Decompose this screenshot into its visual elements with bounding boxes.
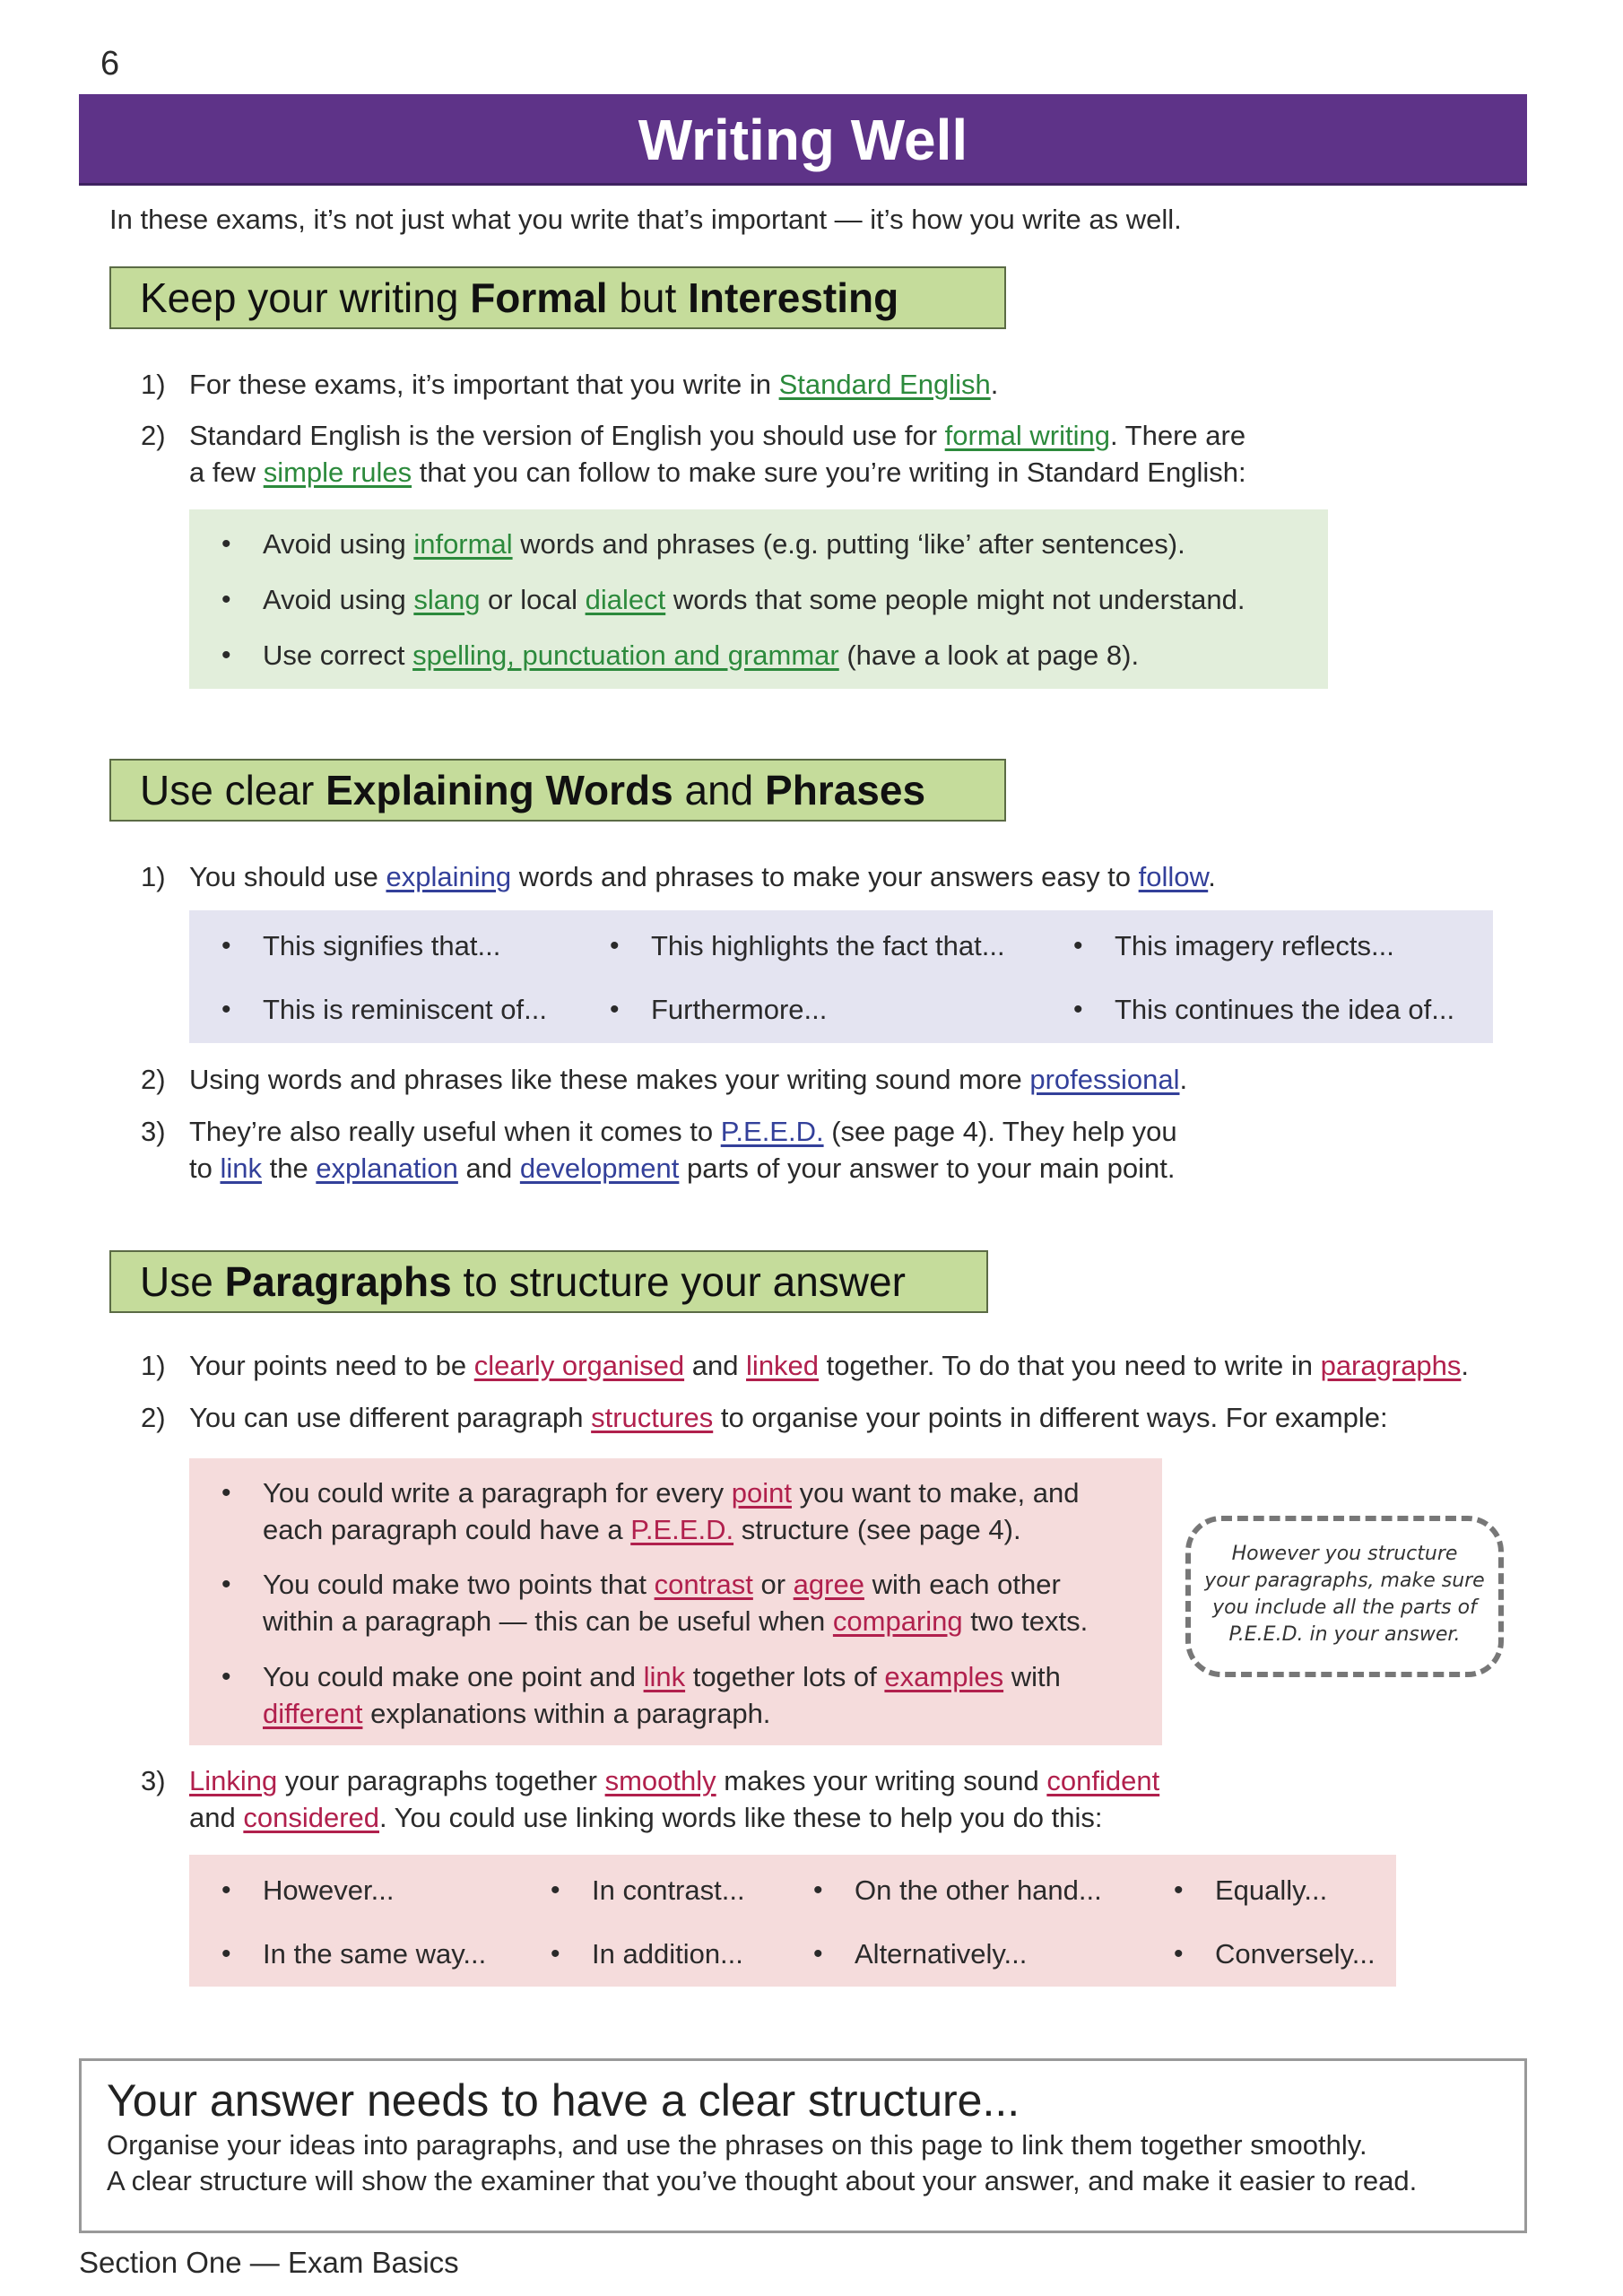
phrase: • This is reminiscent of... — [263, 991, 547, 1028]
text-segment: words and phrases to make your answers easy to — [511, 861, 1139, 892]
text-segment: They’re also really useful when it comes to — [189, 1116, 721, 1147]
text-segment: Your points need to be — [189, 1350, 474, 1381]
keyword-link[interactable]: examples — [884, 1661, 1004, 1692]
item-text — [189, 1347, 1469, 1384]
text-segment: a few — [189, 457, 264, 488]
text-segment: and — [457, 1152, 520, 1184]
linking-word: • In the same way... — [263, 1935, 486, 1972]
item-text — [189, 366, 998, 403]
item-number: 1) — [141, 861, 166, 892]
section-heading-paragraphs — [109, 1250, 988, 1313]
section-heading-formal — [109, 266, 1006, 329]
text-segment: words that some people might not understand. — [665, 584, 1245, 615]
keyword-link[interactable]: explanation — [316, 1152, 458, 1184]
keyword-link[interactable]: smoothly — [604, 1765, 716, 1796]
item-text — [189, 1113, 1177, 1187]
text-segment: . — [990, 369, 999, 400]
text-segment: and — [673, 767, 766, 813]
keyword-link[interactable]: different — [263, 1698, 363, 1729]
text-segment: Standard English is the version of English you should use for — [189, 420, 945, 451]
text-line — [189, 417, 1246, 454]
keyword-link[interactable]: slang — [413, 584, 481, 615]
phrase: • This signifies that... — [263, 927, 500, 964]
linking-word: • Alternatively... — [855, 1935, 1027, 1972]
footer-section-label: Section One — Exam Basics — [79, 2246, 459, 2279]
text-segment: You should use — [189, 861, 386, 892]
summary-line: A clear structure will show the examiner that you’ve thought about your answer, and make it easier to read. — [107, 2165, 1418, 2196]
keyword-link[interactable]: comparing — [832, 1605, 963, 1637]
emphasis-text: Phrases — [765, 767, 926, 813]
keyword-link[interactable]: point — [731, 1477, 792, 1509]
text-segment: Using words and phrases like these makes your writing sound more — [189, 1064, 1030, 1095]
summary-title: Your answer needs to have a clear structure... — [107, 2075, 1020, 2126]
keyword-link[interactable]: dialect — [585, 584, 666, 615]
text-segment: For these exams, it’s important that you write in — [189, 369, 779, 400]
page-number: 6 — [100, 45, 120, 83]
item-number: 1) — [141, 369, 166, 400]
keyword-link[interactable]: clearly organised — [473, 1350, 685, 1381]
item-text — [189, 1399, 1388, 1436]
text-segment: explanations within a paragraph. — [362, 1698, 771, 1729]
phrase: • This highlights the fact that... — [651, 927, 1005, 964]
emphasis-text: Paragraphs — [224, 1258, 452, 1305]
intro-text: In these exams, it’s not just what you write that’s important — it’s how you write as well. — [109, 204, 1182, 235]
linking-word: • In contrast... — [592, 1872, 745, 1909]
rule-bullet — [263, 637, 1139, 674]
text-segment: . — [1179, 1064, 1188, 1095]
page-title: Writing Well — [79, 94, 1527, 186]
item-number: 2) — [141, 1402, 166, 1433]
text-line — [189, 1150, 1177, 1187]
keyword-link[interactable]: linked — [746, 1350, 820, 1381]
keyword-link[interactable]: simple rules — [263, 457, 412, 488]
text-line — [263, 1474, 1079, 1511]
linking-word: • However... — [263, 1872, 394, 1909]
emphasis-text: Interesting — [688, 274, 899, 321]
text-segment: You can use different paragraph — [189, 1402, 592, 1433]
emphasis-text: Formal — [470, 274, 608, 321]
keyword-link[interactable]: P.E.E.D. — [630, 1514, 734, 1545]
text-segment: that you can follow to make sure you’re writing in Standard English: — [412, 457, 1246, 488]
item-number: 2) — [141, 1064, 166, 1095]
note-line: P.E.E.D. in your answer. — [1228, 1623, 1461, 1646]
text-line — [189, 1347, 1469, 1384]
text-line — [263, 1658, 1061, 1695]
text-segment: parts of your answer to your main point. — [679, 1152, 1176, 1184]
keyword-link[interactable]: P.E.E.D. — [720, 1116, 824, 1147]
text-segment: You could write a paragraph for every — [263, 1477, 732, 1509]
text-line — [189, 1061, 1187, 1098]
keyword-link[interactable]: explaining — [386, 861, 512, 892]
text-segment: each paragraph could have a — [263, 1514, 631, 1545]
keyword-link[interactable]: agree — [793, 1569, 864, 1600]
text-line — [189, 858, 1216, 895]
keyword-link[interactable]: link — [220, 1152, 262, 1184]
linking-word: • In addition... — [592, 1935, 743, 1972]
text-line — [189, 1762, 1159, 1799]
text-segment: (have a look at page 8). — [838, 639, 1140, 671]
item-text — [189, 1061, 1187, 1098]
text-segment: Avoid using — [263, 528, 414, 560]
text-line — [189, 366, 998, 403]
text-segment: You could make two points that — [263, 1569, 655, 1600]
item-number: 1) — [141, 1350, 166, 1381]
text-segment: . — [1208, 861, 1216, 892]
text-segment: with — [1003, 1661, 1061, 1692]
keyword-link[interactable]: considered — [243, 1802, 379, 1833]
text-line — [189, 1113, 1177, 1150]
keyword-link[interactable]: professional — [1029, 1064, 1180, 1095]
note-line: However you structure — [1231, 1543, 1458, 1565]
note-line: you include all the parts of — [1212, 1596, 1477, 1619]
text-segment: together lots of — [685, 1661, 885, 1692]
text-segment: and — [684, 1350, 747, 1381]
item-number: 3) — [141, 1765, 166, 1796]
text-segment: (see page 4). They help you — [823, 1116, 1177, 1147]
linking-word: • Conversely... — [1215, 1935, 1376, 1972]
structure-bullet — [263, 1566, 1088, 1639]
keyword-link[interactable]: spelling, punctuation and grammar — [412, 639, 839, 671]
item-text — [189, 1762, 1159, 1836]
text-segment: to — [189, 1152, 221, 1184]
text-segment: or — [752, 1569, 794, 1600]
text-line — [189, 1799, 1159, 1836]
linking-word: • On the other hand... — [855, 1872, 1102, 1909]
text-segment: Keep your writing — [140, 274, 471, 321]
text-segment: . There are — [1110, 420, 1246, 451]
rule-bullet — [263, 581, 1245, 618]
phrase: • This imagery reflects... — [1115, 927, 1394, 964]
item-number: 3) — [141, 1116, 166, 1147]
keyword-link[interactable]: Standard English — [778, 369, 991, 400]
item-text — [189, 417, 1246, 491]
section-heading-explaining — [109, 759, 1006, 822]
text-segment: your paragraphs together — [277, 1765, 605, 1796]
text-segment: within a paragraph — this can be useful when — [263, 1605, 833, 1637]
keyword-link[interactable]: informal — [413, 528, 513, 560]
keyword-link[interactable]: confident — [1046, 1765, 1160, 1796]
text-segment: you want to make, and — [791, 1477, 1080, 1509]
item-number: 2) — [141, 420, 166, 451]
text-segment: or local — [480, 584, 586, 615]
text-segment: but — [607, 274, 689, 321]
tip-note — [1185, 1516, 1504, 1677]
keyword-link[interactable]: development — [519, 1152, 680, 1184]
keyword-link[interactable]: structures — [591, 1402, 714, 1433]
phrase: • This continues the idea of... — [1115, 991, 1454, 1028]
text-line — [263, 1566, 1088, 1603]
text-line — [189, 1399, 1388, 1436]
keyword-link[interactable]: formal writing — [944, 420, 1110, 451]
text-segment: Use correct — [263, 639, 413, 671]
linking-word: • Equally... — [1215, 1872, 1327, 1909]
text-segment: words and phrases (e.g. putting ‘like’ after sentences). — [512, 528, 1185, 560]
text-segment: the — [261, 1152, 317, 1184]
text-segment: two texts. — [962, 1605, 1089, 1637]
structure-bullet — [263, 1658, 1061, 1732]
text-segment: . — [1461, 1350, 1470, 1381]
text-segment: to organise your points in different ways. For example: — [713, 1402, 1388, 1433]
keyword-link[interactable]: Linking — [189, 1765, 278, 1796]
text-line — [263, 1695, 1061, 1732]
text-segment: and — [189, 1802, 244, 1833]
text-line — [263, 1603, 1088, 1639]
summary-box — [79, 2058, 1527, 2233]
text-segment: makes your writing sound — [716, 1765, 1047, 1796]
keyword-link[interactable]: link — [643, 1661, 686, 1692]
note-line: your paragraphs, make sure — [1204, 1570, 1485, 1592]
text-segment: together. To do that you need to write in — [819, 1350, 1321, 1381]
text-segment: Avoid using — [263, 584, 414, 615]
text-segment: Use — [140, 1258, 225, 1305]
text-segment: structure (see page 4). — [733, 1514, 1021, 1545]
keyword-link[interactable]: paragraphs — [1320, 1350, 1462, 1381]
summary-line: Organise your ideas into paragraphs, and use the phrases on this page to link them together smoothly. — [107, 2129, 1367, 2161]
structure-bullet — [263, 1474, 1079, 1548]
keyword-link[interactable]: contrast — [654, 1569, 753, 1600]
phrase: • Furthermore... — [651, 991, 827, 1028]
text-line — [189, 454, 1246, 491]
text-segment: You could make one point and — [263, 1661, 644, 1692]
text-segment: to structure your answer — [451, 1258, 906, 1305]
text-line — [263, 1511, 1079, 1548]
item-text — [189, 858, 1216, 895]
rule-bullet — [263, 526, 1185, 562]
text-segment: . You could use linking words like these to help you do this: — [379, 1802, 1103, 1833]
text-segment: Use clear — [140, 767, 326, 813]
keyword-link[interactable]: follow — [1138, 861, 1209, 892]
text-segment: with each other — [864, 1569, 1061, 1600]
emphasis-text: Explaining Words — [325, 767, 673, 813]
